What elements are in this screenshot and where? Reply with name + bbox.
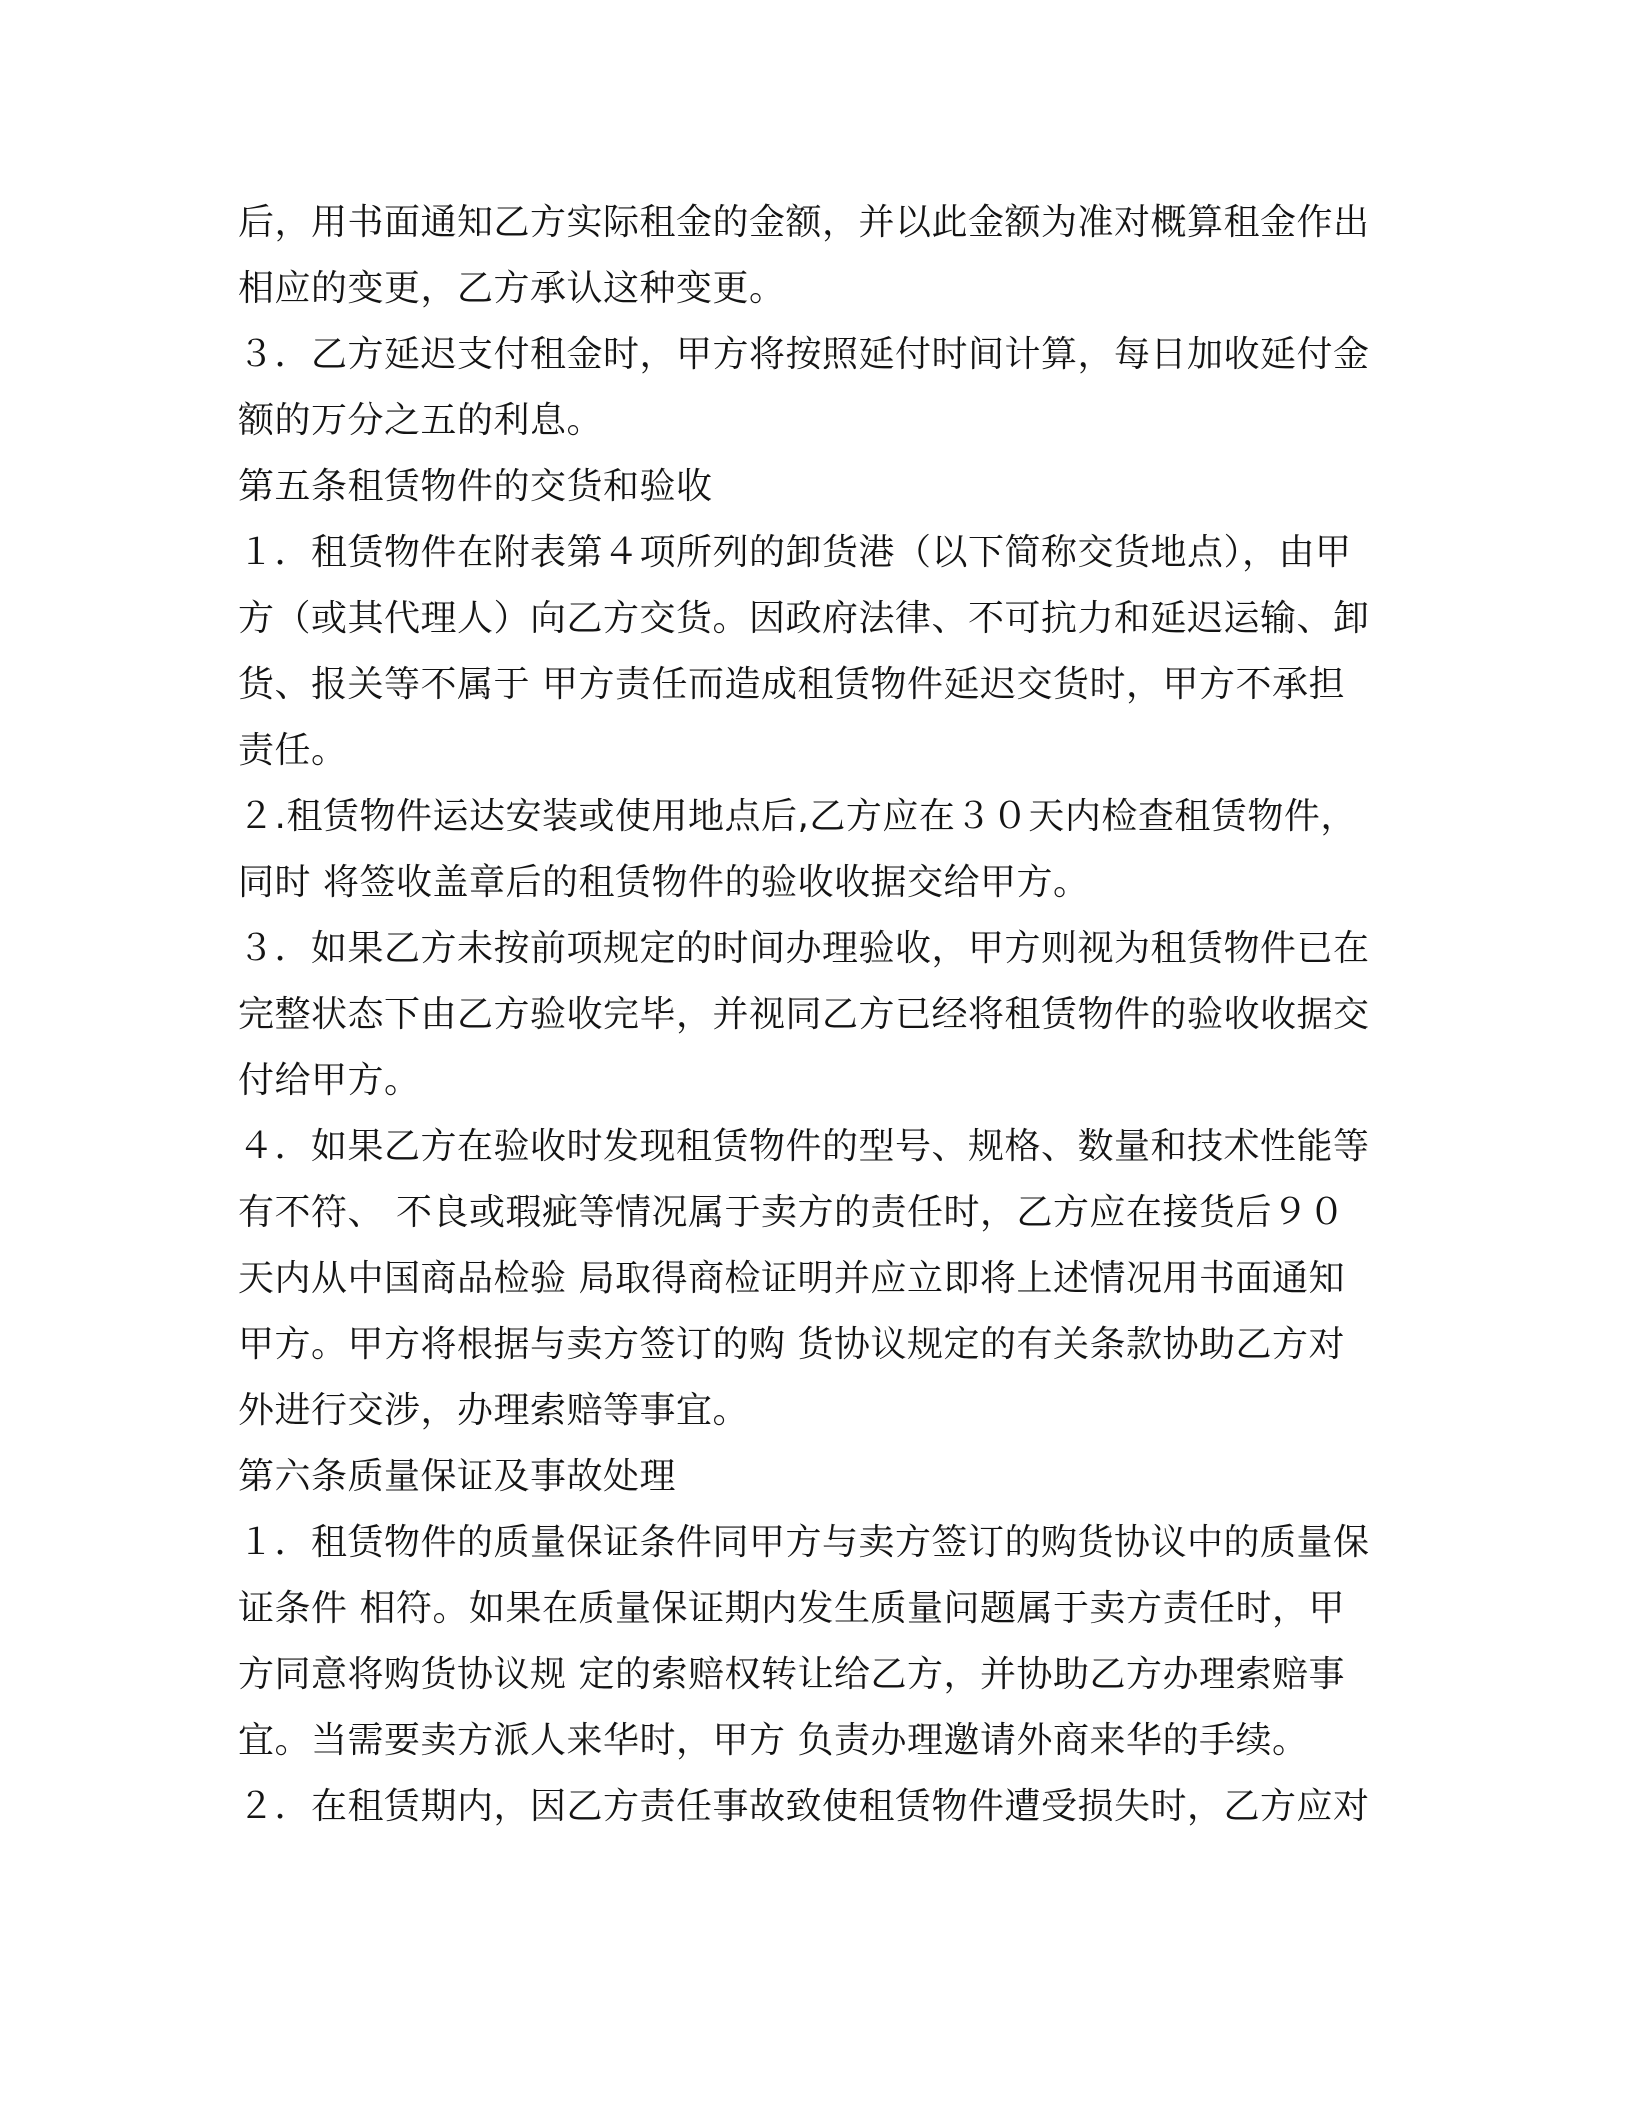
section-heading: 第六条质量保证及事故处理 xyxy=(238,1456,677,1497)
text-line: 货、报关等不属于 甲方责任而造成租赁物件延迟交货时，甲方不承担 xyxy=(238,664,1345,705)
text-line: 相应的变更，乙方承认这种变更。 xyxy=(238,268,786,309)
text-line: 同时 将签收盖章后的租赁物件的验收收据交给甲方。 xyxy=(238,862,1090,903)
text-line: ４．如果乙方在验收时发现租赁物件的型号、规格、数量和技术性能等 xyxy=(238,1126,1370,1167)
text-line: ２．在租赁期内，因乙方责任事故致使租赁物件遭受损失时，乙方应对 xyxy=(238,1786,1370,1827)
text-line: ３．如果乙方未按前项规定的时间办理验收，甲方则视为租赁物件已在 xyxy=(238,928,1370,969)
text-line: 完整状态下由乙方验收完毕，并视同乙方已经将租赁物件的验收收据交 xyxy=(238,994,1370,1035)
text-line: 甲方。甲方将根据与卖方签订的购 货协议规定的有关条款协助乙方对 xyxy=(238,1324,1345,1365)
text-line: 天内从中国商品检验 局取得商检证明并应立即将上述情况用书面通知 xyxy=(238,1258,1345,1299)
text-line: １．租赁物件在附表第４项所列的卸货港（以下简称交货地点），由甲 xyxy=(238,532,1352,573)
text-line: ３．乙方延迟支付租金时，甲方将按照延付时间计算，每日加收延付金 xyxy=(238,334,1370,375)
text-line: 证条件 相符。如果在质量保证期内发生质量问题属于卖方责任时，甲 xyxy=(238,1588,1345,1629)
text-line: 付给甲方。 xyxy=(238,1060,421,1101)
text-line: ２.租赁物件运达安装或使用地点后,乙方应在３０天内检查租赁物件， xyxy=(238,796,1357,837)
text-line: 方同意将购货协议规 定的索赔权转让给乙方，并协助乙方办理索赔事 xyxy=(238,1654,1345,1695)
contract-text xyxy=(238,190,1386,1840)
text-line: 有不符、 不良或瑕疵等情况属于卖方的责任时，乙方应在接货后９０ xyxy=(238,1192,1345,1233)
text-line: 后，用书面通知乙方实际租金的金额，并以此金额为准对概算租金作出 xyxy=(238,202,1370,243)
section-heading: 第五条租赁物件的交货和验收 xyxy=(238,466,713,507)
text-line: １．租赁物件的质量保证条件同甲方与卖方签订的购货协议中的质量保 xyxy=(238,1522,1370,1563)
text-line: 责任。 xyxy=(238,730,348,771)
text-line: 外进行交涉，办理索赔等事宜。 xyxy=(238,1390,750,1431)
text-line: 额的万分之五的利息。 xyxy=(238,400,604,441)
text-line: 宜。当需要卖方派人来华时，甲方 负责办理邀请外商来华的手续。 xyxy=(238,1720,1309,1761)
text-line: 方（或其代理人）向乙方交货。因政府法律、不可抗力和延迟运输、卸 xyxy=(238,598,1370,639)
